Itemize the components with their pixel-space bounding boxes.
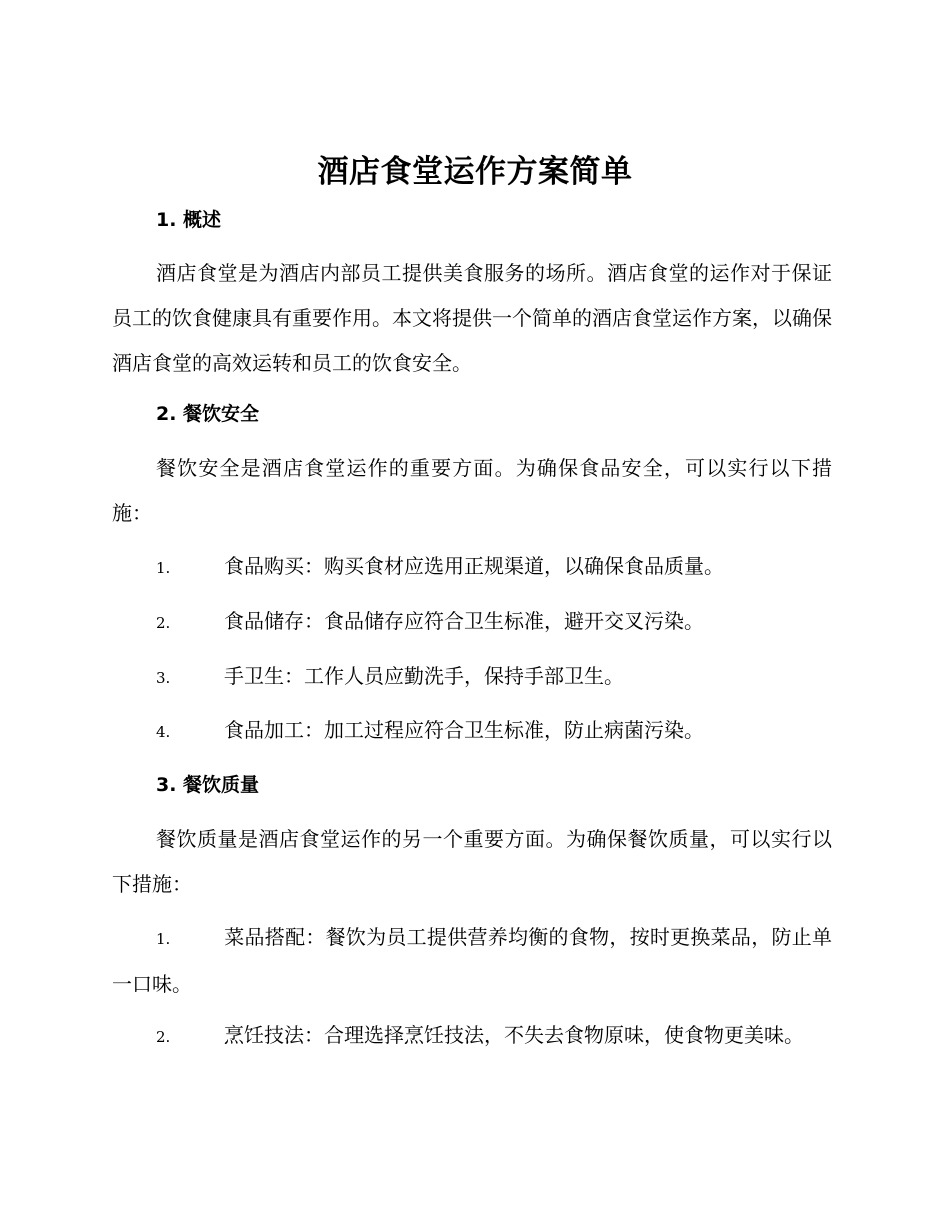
list-item-number: 2. — [156, 1028, 171, 1046]
list-item-number: 2. — [156, 614, 171, 632]
list-item-text: 食品购买：购买食材应选用正规渠道，以确保食品质量。 — [224, 554, 724, 578]
list-item-number: 1. — [156, 930, 171, 948]
list-item-text: 手卫生：工作人员应勤洗手，保持手部卫生。 — [224, 664, 624, 688]
section-paragraph-food-quality: 餐饮质量是酒店食堂运作的另一个重要方面。为确保餐饮质量，可以实行以下措施： — [112, 827, 832, 896]
list-item-text: 食品加工：加工过程应符合卫生标准，防止病菌污染。 — [224, 718, 704, 742]
list-item — [112, 599, 832, 646]
list-item-text: 食品储存：食品储存应符合卫生标准，避开交叉污染。 — [224, 609, 704, 633]
list-item-number: 4. — [156, 723, 171, 741]
list-item-text: 烹饪技法：合理选择烹饪技法，不失去食物原味，使食物更美味。 — [224, 1023, 804, 1047]
list-item — [112, 708, 832, 755]
list-item-number: 1. — [156, 559, 171, 577]
document-title: 酒店食堂运作方案简单 — [317, 154, 633, 190]
list-item — [112, 1013, 832, 1060]
list-item — [112, 654, 832, 701]
section-heading-overview: 1. 概述 — [156, 209, 222, 231]
section-paragraph-food-safety: 餐饮安全是酒店食堂运作的重要方面。为确保食品安全，可以实行以下措施： — [112, 456, 832, 525]
list-item — [112, 915, 832, 1007]
list-item-text: 菜品搭配：餐饮为员工提供营养均衡的食物，按时更换菜品，防止单一口味。 — [112, 925, 832, 996]
list-item — [112, 544, 832, 591]
section-heading-food-safety: 2. 餐饮安全 — [156, 403, 260, 425]
section-heading-food-quality: 3. 餐饮质量 — [156, 774, 260, 796]
section-paragraph-overview: 酒店食堂是为酒店内部员工提供美食服务的场所。酒店食堂的运作对于保证员工的饮食健康具有重要作用。本文将提供一个简单的酒店食堂运作方案，以确保酒店食堂的高效运转和员工的饮食安全。 — [112, 261, 832, 375]
list-item-number: 3. — [156, 669, 171, 687]
